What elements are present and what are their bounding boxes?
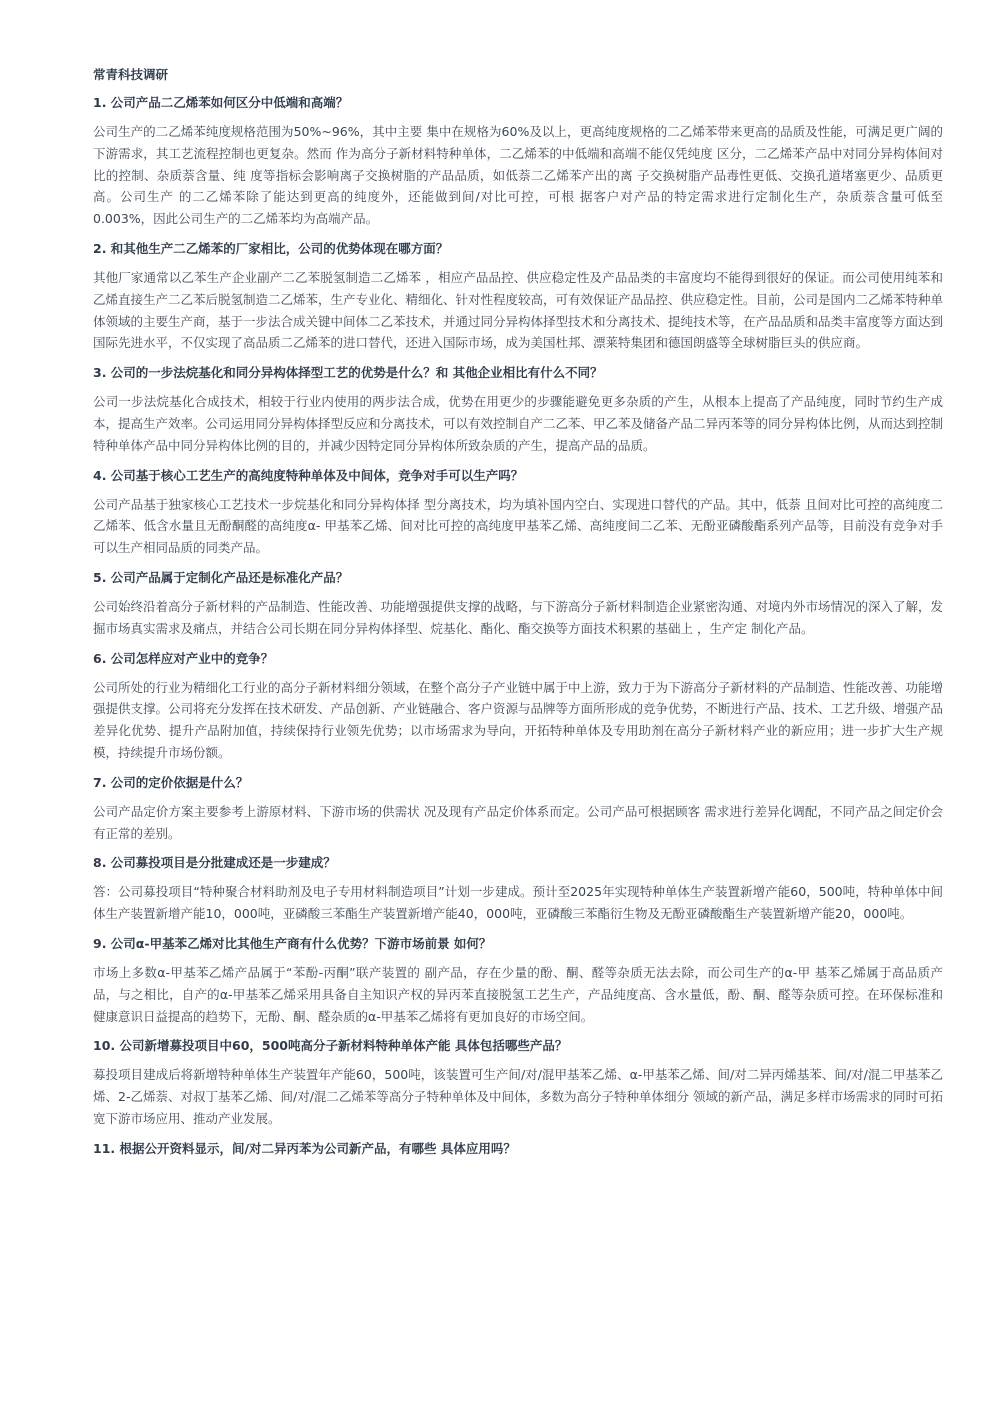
- question-7: 7. 公司的定价依据是什么？: [93, 774, 249, 790]
- question-6: 6. 公司怎样应对产业中的竞争？: [93, 650, 274, 666]
- question-10: 10. 公司新增募投项目中60，500吨高分子新材料特种单体产能 具体包括哪些产品？: [93, 1038, 568, 1054]
- document-page: [93, 66, 943, 1167]
- answer-5: 公司始终沿着高分子新材料的产品制造、性能改善、功能增强提供支撑的战略，与下游高分子新材料制造企业紧密沟通、对境内外市场情况的深入了解，发掘市场真实需求及痛点，并结合公司长期在同分异构体择型、烷基化、酯化、酯交换等方面技术积累的基础上 ，生产定 制化产品。: [93, 598, 944, 636]
- answer-4: 公司产品基于独家核心工艺技术一步烷基化和同分异构体择 型分离技术，均为填补国内空白、实现进口替代的产品。其中，低萘 且间对比可控的高纯度二乙烯苯、低含水量且无酚酮醛的高纯度α- 甲基苯乙烯、间对比可控的高纯度甲基苯乙烯、高纯度间二乙苯、无酚亚磷酸酯系列产品等，目前没有竞争对手可以生产相同品质的同类产品。: [93, 496, 943, 556]
- answer-3: 公司一步法烷基化合成技术，相较于行业内使用的两步法合成，优势在用更少的步骤能避免更多杂质的产生，从根本上提高了产品纯度，同时节约生产成本，提高生产效率。公司运用同分异构体择型反应和分离技术，可以有效控制自产二乙苯、甲乙苯及储备产品二异丙苯等的同分异构体比例，从而达到控制特种单体产品中同分异构体比例的目的，并减少因特定同分异构体所致杂质的产生，提高产品的品质。: [93, 394, 944, 453]
- answer-2: 其他厂家通常以乙苯生产企业副产二乙苯脱氢制造二乙烯苯 ，相应产品品控、供应稳定性及产品品类的丰富度均不能得到很好的保证。而公司使用纯苯和乙烯直接生产二乙苯后脱氢制造二乙烯苯，生产专业化、精细化、针对性程度较高，可有效保证产品品控、供应稳定性。目前，公司是国内二乙烯苯特种单体领域的主要生产商，基于一步法合成关键中间体二乙苯技术，并通过同分异构体择型技术和分离技术、提纯技术等，在产品品质和品类丰富度等方面达到国际先进水平，不仅实现了高品质二乙烯苯的进口替代，还进入国际市场，成为美国杜邦、漂莱特集团和德国朗盛等全球树脂巨头的供应商。: [93, 269, 944, 351]
- question-2: 2. 和其他生产二乙烯苯的厂家相比，公司的优势体现在哪方面？: [93, 240, 449, 256]
- question-4: 4. 公司基于核心工艺生产的高纯度特种单体及中间体，竞争对手可以生产吗？: [93, 467, 524, 483]
- answer-10: 募投项目建成后将新增特种单体生产装置年产能60，500吨，该装置可生产间/对/混甲基苯乙烯、α-甲基苯乙烯、间/对二异丙烯基苯、间/对/混二甲基苯乙烯、2-乙烯萘、对叔丁基苯乙烯、间/对/混二乙烯苯等高分子特种单体及中间体，多数为高分子特种单体细分 领域的新产品，满足多样市场需求的同时可拓宽下游市场应用、推动产业发展。: [93, 1067, 943, 1126]
- answer-8: 答：公司募投项目“特种聚合材料助剂及电子专用材料制造项目”计划一步建成。预计至2025年实现特种单体生产装置新增产能60，500吨，特种单体中间体生产装置新增产能10，000吨，亚磷酸三苯酯生产装置新增产能40，000吨，亚磷酸三苯酯衍生物及无酚亚磷酸酯生产装置新增产能20，000吨。: [93, 884, 943, 922]
- question-9: 9. 公司α-甲基苯乙烯对比其他生产商有什么优势？下游市场前景 如何？: [93, 935, 492, 951]
- question-1: 1. 公司产品二乙烯苯如何区分中低端和高端？: [93, 95, 349, 110]
- document-title: 常青科技调研: [93, 67, 169, 82]
- question-8: 8. 公司募投项目是分批建成还是一步建成？: [93, 855, 336, 871]
- question-11: 11. 根据公开资料显示，间/对二异丙苯为公司新产品，有哪些 具体应用吗？: [93, 1140, 516, 1156]
- answer-6: 公司所处的行业为精细化工行业的高分子新材料细分领域，在整个高分子产业链中属于中上游，致力于为下游高分子新材料的产品制造、性能改善、功能增强提供支撑。公司将充分发挥在技术研发、产品创新、产业链融合、客户资源与品牌等方面所形成的竞争优势，不断进行产品、技术、工艺升级、增强产品差异化优势、提升产品附加值，持续保持行业领先优势；以市场需求为导向，开拓特种单体及专用助剂在高分子新材料产业的新应用；进一步扩大生产规模，持续提升市场份额。: [93, 679, 944, 760]
- question-5: 5. 公司产品属于定制化产品还是标准化产品？: [93, 569, 349, 585]
- answer-9: 市场上多数α-甲基苯乙烯产品属于“苯酚-丙酮”联产装置的 副产品，存在少量的酚、酮、醛等杂质无法去除，而公司生产的α-甲 基苯乙烯属于高品质产品，与之相比，自产的α-甲基苯乙烯采用具备自主知识产权的异丙苯直接脱氢工艺生产，产品纯度高、含水量低，酚、酮、醛等杂质可控。在环保标准和健康意识日益提高的趋势下，无酚、酮、醛杂质的α-甲基苯乙烯将有更加良好的市场空间。: [93, 964, 943, 1024]
- question-3: 3. 公司的一步法烷基化和同分异构体择型工艺的优势是什么？和 其他企业相比有什么不同？: [93, 365, 603, 381]
- answer-7: 公司产品定价方案主要参考上游原材料、下游市场的供需状 况及现有产品定价体系而定。公司产品可根据顾客 需求进行差异化调配，不同产品之间定价会有正常的差别。: [93, 803, 943, 841]
- answer-1: 公司生产的二乙烯苯纯度规格范围为50%~96%，其中主要 集中在规格为60%及以上，更高纯度规格的二乙烯苯带来更高的品质及性能，可满足更广阔的下游需求，其工艺流程控制也更复杂。然而 作为高分子新材料特种单体，二乙烯苯的中低端和高端不能仅凭纯度 区分，二乙烯苯产品中对同分异构体间对比的控制、杂质萘含量、纯 度等指标会影响离子交换树脂的产品品质，如低萘二乙烯苯产出的离 子交换树脂产品毒性更低、交换孔道堵塞更少、品质更高。公司生产 的二乙烯苯除了能达到更高的纯度外，还能做到间/对比可控，可根 据客户对产品的特定需求进行定制化生产，杂质萘含量可低至 0.003%，因此公司生产的二乙烯苯均为高端产品。: [93, 124, 943, 227]
